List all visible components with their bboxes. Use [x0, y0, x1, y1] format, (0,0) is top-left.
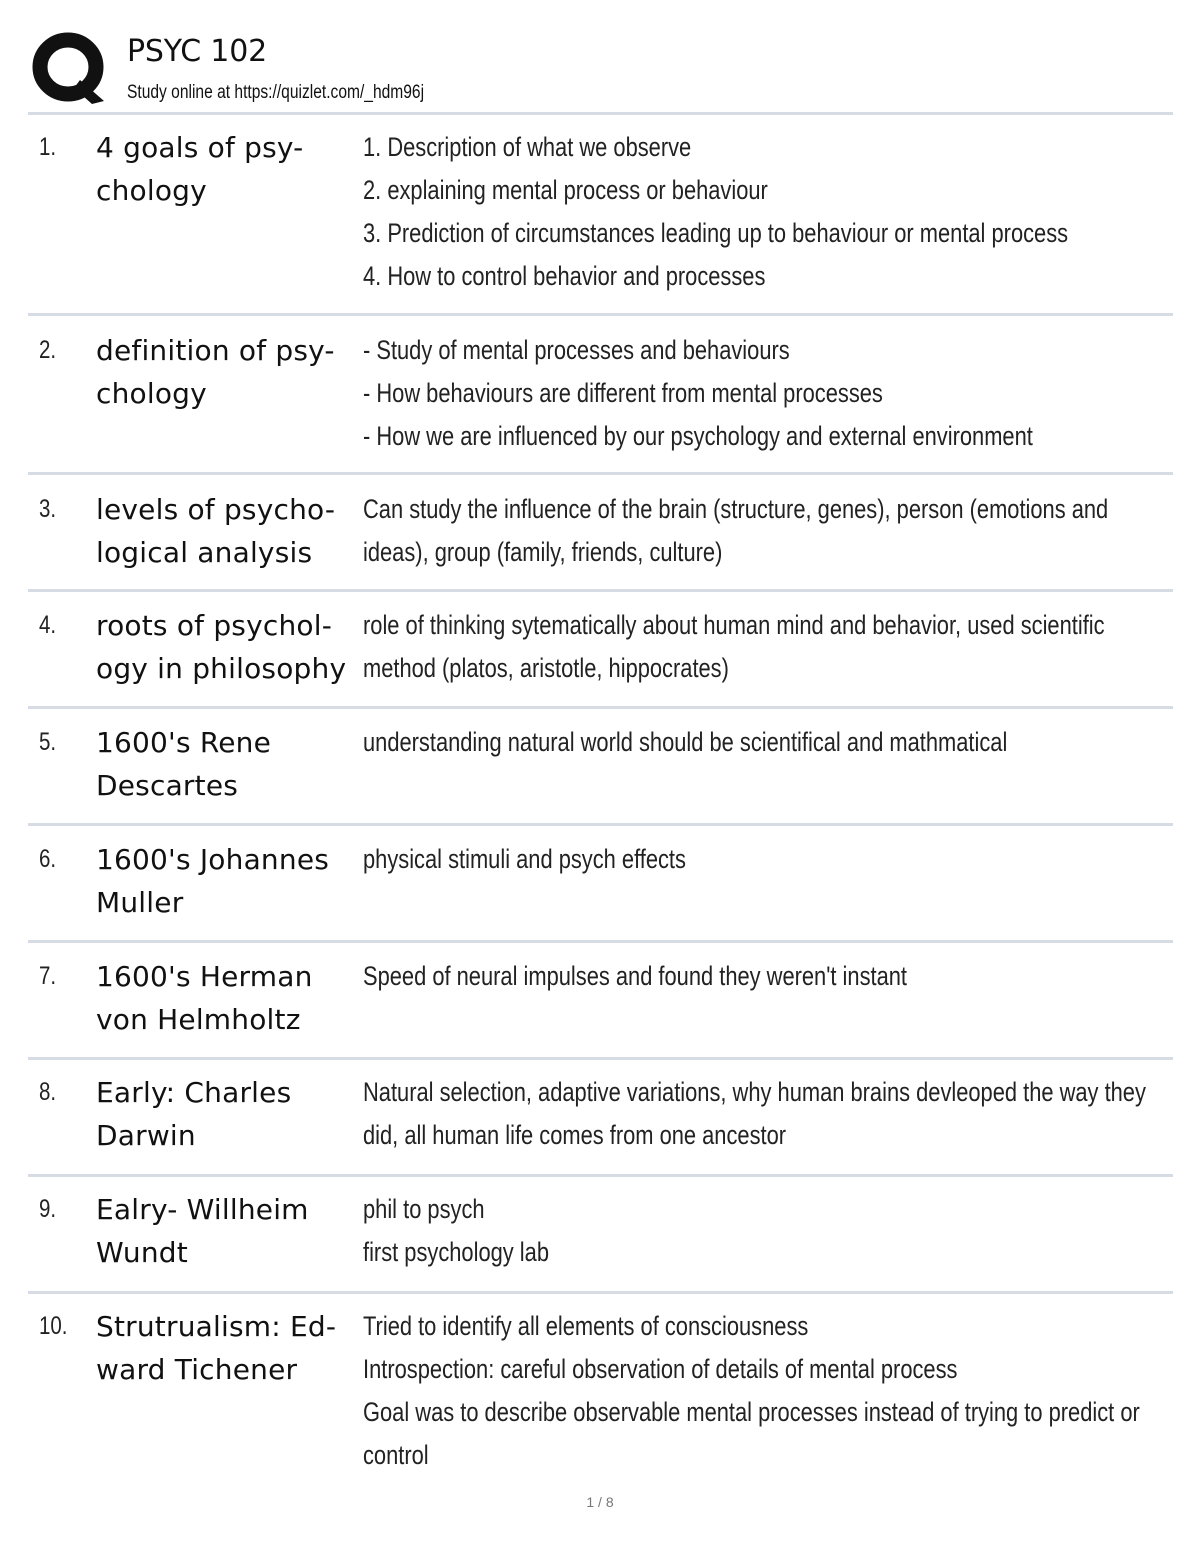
- card-number: 8.: [39, 1078, 57, 1106]
- definition-line: physical stimuli and psych effects: [363, 844, 686, 874]
- card-divider: [28, 1174, 1173, 1177]
- term-line: 1600's Herman: [96, 960, 313, 993]
- card-divider: [28, 313, 1173, 316]
- card-divider: [28, 823, 1173, 826]
- card-definition: [363, 126, 1157, 298]
- term-line: Darwin: [96, 1119, 196, 1152]
- term-line: Ealry- Willheim: [96, 1193, 309, 1226]
- card-definition: [363, 1305, 1157, 1477]
- definition-line: role of thinking sytematically about human mind and behavior, used scientific: [363, 610, 1105, 640]
- term-line: 1600's Johannes: [96, 843, 330, 876]
- card-term: [96, 1305, 358, 1391]
- card-definition: [363, 488, 1157, 574]
- card-term: [96, 604, 358, 690]
- definition-line: Can study the influence of the brain (structure, genes), person (emotions and: [363, 494, 1109, 524]
- document-header: [28, 26, 1173, 114]
- card-divider: [28, 940, 1173, 943]
- card-definition: [363, 955, 1157, 998]
- card-number: 3.: [39, 495, 57, 523]
- page-title: PSYC 102: [127, 34, 267, 69]
- definition-line: 1. Description of what we observe: [363, 132, 692, 162]
- definition-line: ideas), group (family, friends, culture): [363, 537, 723, 567]
- card-number: 4.: [39, 611, 57, 639]
- definition-line: 3. Prediction of circumstances leading up to behaviour or mental process: [363, 218, 1069, 248]
- term-line: Muller: [96, 886, 184, 919]
- card-definition: [363, 1188, 1157, 1274]
- card-definition: [363, 604, 1157, 690]
- card-term: [96, 721, 358, 807]
- card-definition: [363, 1071, 1157, 1157]
- header-divider: [28, 112, 1173, 115]
- definition-line: Natural selection, adaptive variations, why human brains devleoped the way they: [363, 1077, 1146, 1107]
- term-line: Wundt: [96, 1236, 188, 1269]
- definition-line: 4. How to control behavior and processes: [363, 261, 766, 291]
- quizlet-logo-icon: [32, 31, 106, 105]
- term-line: levels of psycho-: [96, 493, 336, 526]
- definition-line: understanding natural world should be scientifical and mathmatical: [363, 727, 1008, 757]
- term-line: 1600's Rene: [96, 726, 272, 759]
- definition-line: Introspection: careful observation of details of mental process: [363, 1354, 958, 1384]
- term-line: von Helmholtz: [96, 1003, 301, 1036]
- card-divider: [28, 706, 1173, 709]
- term-line: Early: Charles: [96, 1076, 292, 1109]
- definition-line: - How behaviours are different from mental processes: [363, 378, 883, 408]
- term-line: 4 goals of psy-: [96, 131, 304, 164]
- card-term: [96, 1071, 358, 1157]
- definition-line: Goal was to describe observable mental processes instead of trying to predict or: [363, 1397, 1140, 1427]
- card-divider: [28, 589, 1173, 592]
- card-term: [96, 329, 358, 415]
- study-link-text: Study online at https://quizlet.com/_hdm96j: [127, 82, 425, 103]
- card-term: [96, 1188, 358, 1274]
- definition-line: - Study of mental processes and behaviours: [363, 335, 790, 365]
- card-definition: [363, 329, 1157, 458]
- card-divider: [28, 1057, 1173, 1060]
- card-number: 7.: [39, 962, 57, 990]
- definition-line: 2. explaining mental process or behaviour: [363, 175, 768, 205]
- definition-line: Tried to identify all elements of consciousness: [363, 1311, 809, 1341]
- definition-line: - How we are influenced by our psychology and external environment: [363, 421, 1033, 451]
- card-number: 2.: [39, 336, 57, 364]
- card-number: 5.: [39, 728, 57, 756]
- definition-line: method (platos, aristotle, hippocrates): [363, 653, 729, 683]
- term-line: logical analysis: [96, 536, 313, 569]
- definition-line: control: [363, 1440, 429, 1470]
- term-line: ogy in philosophy: [96, 652, 347, 685]
- card-number: 9.: [39, 1195, 57, 1223]
- card-divider: [28, 472, 1173, 475]
- definition-line: phil to psych: [363, 1194, 485, 1224]
- card-term: [96, 126, 358, 212]
- card-definition: [363, 838, 1157, 881]
- term-line: Descartes: [96, 769, 239, 802]
- term-line: chology: [96, 174, 207, 207]
- term-line: definition of psy-: [96, 334, 335, 367]
- card-term: [96, 488, 358, 574]
- term-line: Strutrualism: Ed-: [96, 1310, 337, 1343]
- term-line: ward Tichener: [96, 1353, 298, 1386]
- term-line: chology: [96, 377, 207, 410]
- definition-line: Speed of neural impulses and found they weren't instant: [363, 961, 907, 991]
- card-divider: [28, 1291, 1173, 1294]
- card-number: 1.: [39, 133, 57, 161]
- card-number: 6.: [39, 845, 57, 873]
- definition-line: first psychology lab: [363, 1237, 549, 1267]
- card-number: 10.: [39, 1312, 68, 1340]
- page-indicator: 1 / 8: [586, 1494, 614, 1510]
- card-definition: [363, 721, 1157, 764]
- definition-line: did, all human life comes from one ancestor: [363, 1120, 787, 1150]
- card-term: [96, 838, 358, 924]
- term-line: roots of psychol-: [96, 609, 332, 642]
- card-term: [96, 955, 358, 1041]
